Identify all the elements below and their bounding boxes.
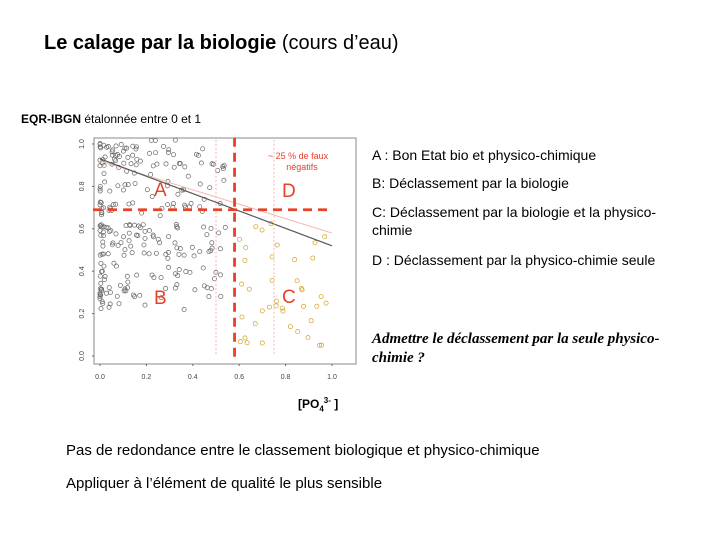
data-point-tail [315,304,319,308]
data-point [201,147,205,151]
quadrant-label-d: D [282,181,296,202]
data-point-tail [243,258,247,262]
data-point [209,286,213,290]
data-point-tail [296,329,300,333]
data-point-tail [324,301,328,305]
data-point-tail [260,341,264,345]
note-redundancy: Pas de redondance entre le classement biologique et physico-chimique [66,442,540,459]
data-point [154,251,158,255]
y-tick-label: 1.0 [79,139,86,149]
x-axis-label [298,396,338,413]
xlabel-sub: 4 [319,404,324,414]
data-point-tail [309,319,313,323]
subtitle-bold: EQR-IBGN [21,112,81,126]
data-point [142,243,146,247]
data-point [186,174,190,178]
data-point [106,252,110,256]
legend-a: A : Bon Etat bio et physico-chimique [372,147,597,163]
data-point [182,307,186,311]
xlabel-sup: 3- [323,396,331,405]
data-point [107,285,111,289]
data-point [130,251,134,255]
quadrant-label-c: C [282,287,296,308]
data-point [193,288,197,292]
data-point [132,223,136,227]
data-point [112,261,116,265]
data-point [198,249,202,253]
data-point [210,241,214,245]
data-point [114,144,118,148]
data-point [131,201,135,205]
title-normal: (cours d’eau) [281,32,399,54]
data-point-tail [239,282,243,286]
data-point [219,294,223,298]
data-point-tail [245,341,249,345]
data-point [103,155,107,159]
data-point [149,138,153,142]
data-point [173,138,177,142]
data-point [138,293,142,297]
data-point [177,252,181,256]
data-point [129,162,133,166]
legend-d: D : Déclassement par la physico-chimie seule [372,252,656,268]
data-point [127,231,131,235]
data-point [125,274,129,278]
data-point-tail [311,256,315,260]
plot-subtitle [21,112,201,126]
x-tick-label: 0.6 [234,374,245,381]
data-point [133,181,137,185]
data-point-tail [244,245,248,249]
data-point-tail [274,304,278,308]
data-point [135,273,139,277]
data-point-tail [240,315,244,319]
data-point [177,267,181,271]
data-point [218,273,222,277]
data-point [119,241,123,245]
data-point [205,233,209,237]
data-point [182,253,186,257]
x-tick-label: 0.8 [280,374,291,381]
data-point [171,153,175,157]
data-point-tail [247,287,251,291]
data-point [99,261,103,265]
data-point-tail [292,257,296,261]
data-point [143,303,147,307]
data-point-tail [313,241,317,245]
y-tick-label: 0.2 [79,308,86,319]
data-point [209,226,213,230]
data-point-tail [253,322,257,326]
data-point [101,240,105,244]
y-tick-label: 0.4 [79,266,86,277]
data-point [126,280,130,284]
data-point [161,144,165,148]
quadrant-label-a: A [154,180,167,201]
annotation-line-1: ~ 25 % de faux [267,151,329,161]
data-point [99,281,103,285]
legend-b: B: Déclassement par la biologie [372,175,569,191]
title-bold: Le calage par la biologie [44,32,277,54]
data-point [145,188,149,192]
data-point [131,153,135,157]
data-point [192,254,196,258]
y-tick-label: 0.0 [79,351,86,361]
quadrant-label-b: B [154,288,167,309]
legend-c: C: Déclassement par la biologie et la physico-chimie [372,204,657,238]
data-point [166,256,170,260]
data-point-tail [260,309,264,313]
data-point-tail [254,225,258,229]
data-point [154,151,158,155]
data-point [164,162,168,166]
data-point [176,192,180,196]
data-point [166,202,170,206]
subtitle-normal: étalonnée entre 0 et 1 [84,112,202,126]
data-point-tail [274,299,278,303]
data-point [189,201,193,205]
data-point [155,162,159,166]
data-point-tail [275,243,279,247]
data-point [188,270,192,274]
data-point [127,239,131,243]
data-point [201,266,205,270]
data-point [123,247,127,251]
data-point [167,148,171,152]
data-point [184,269,188,273]
data-point [135,157,139,161]
data-point [190,245,194,249]
data-point-tail [323,235,327,239]
data-point [183,165,187,169]
data-point [115,294,119,298]
data-point [107,229,111,233]
data-point [98,164,102,168]
xlabel-post: ] [330,397,339,411]
data-point [114,202,118,206]
data-point-tail [267,305,271,309]
data-point [223,225,227,229]
data-point-tail [306,335,310,339]
data-point [173,241,177,245]
question-text: Admettre le déclassement par la seule physico-chimie ? [372,331,660,366]
data-point [119,142,123,146]
x-tick-label: 0.2 [141,374,152,381]
data-point [122,161,126,165]
x-tick-label: 1.0 [327,374,337,381]
data-point [198,205,202,209]
data-point [208,186,212,190]
data-point [129,244,133,248]
y-tick-label: 0.8 [79,181,86,192]
data-point [142,251,146,255]
data-point [121,188,125,192]
data-point [117,302,121,306]
data-point-tail [300,288,304,292]
data-point [159,275,163,279]
data-point [202,225,206,229]
data-point-tail [238,340,242,344]
y-ticks [79,139,94,361]
data-point [207,294,211,298]
note-sensitive-element: Appliquer à l’élément de qualité le plus sensible [66,475,383,492]
data-point [118,283,122,287]
data-point [126,155,130,159]
data-point [167,234,171,238]
data-point [134,163,138,167]
data-point [114,232,118,236]
data-point [104,291,108,295]
data-point [218,247,222,251]
x-tick-label: 0.4 [187,374,198,381]
data-point [108,189,112,193]
data-point [143,236,147,240]
data-point [222,178,226,182]
data-point [108,290,112,294]
data-point-tail [319,294,323,298]
data-point [116,184,120,188]
y-tick-label: 0.6 [79,223,86,234]
data-point [143,229,147,233]
data-point [122,253,126,257]
data-point [147,252,151,256]
x-ticks [95,364,337,381]
data-point-tail [237,237,241,241]
xlabel-pre: [PO [298,397,320,411]
data-point [172,165,176,169]
data-point-tail [288,324,292,328]
data-point [166,265,170,269]
data-point [198,182,202,186]
data-point [101,244,105,248]
data-point-tail [243,336,247,340]
data-point [103,180,107,184]
data-point [147,151,151,155]
data-point-tail [260,228,264,232]
data-point [140,211,144,215]
data-point-tail [301,304,305,308]
data-point [98,274,102,278]
data-point [102,171,106,175]
data-point [114,264,118,268]
data-point-tail [295,279,299,283]
data-point [99,306,103,310]
slide-title [44,32,399,55]
data-point [217,231,221,235]
scatter-plot [72,132,360,382]
data-point [199,161,203,165]
data-point [136,234,140,238]
data-point [141,223,145,227]
annotation-line-2: négatifs [286,162,318,172]
data-point [147,228,151,232]
data-point [121,235,125,239]
x-tick-label: 0.0 [95,374,105,381]
data-point [158,214,162,218]
data-point [153,138,157,142]
